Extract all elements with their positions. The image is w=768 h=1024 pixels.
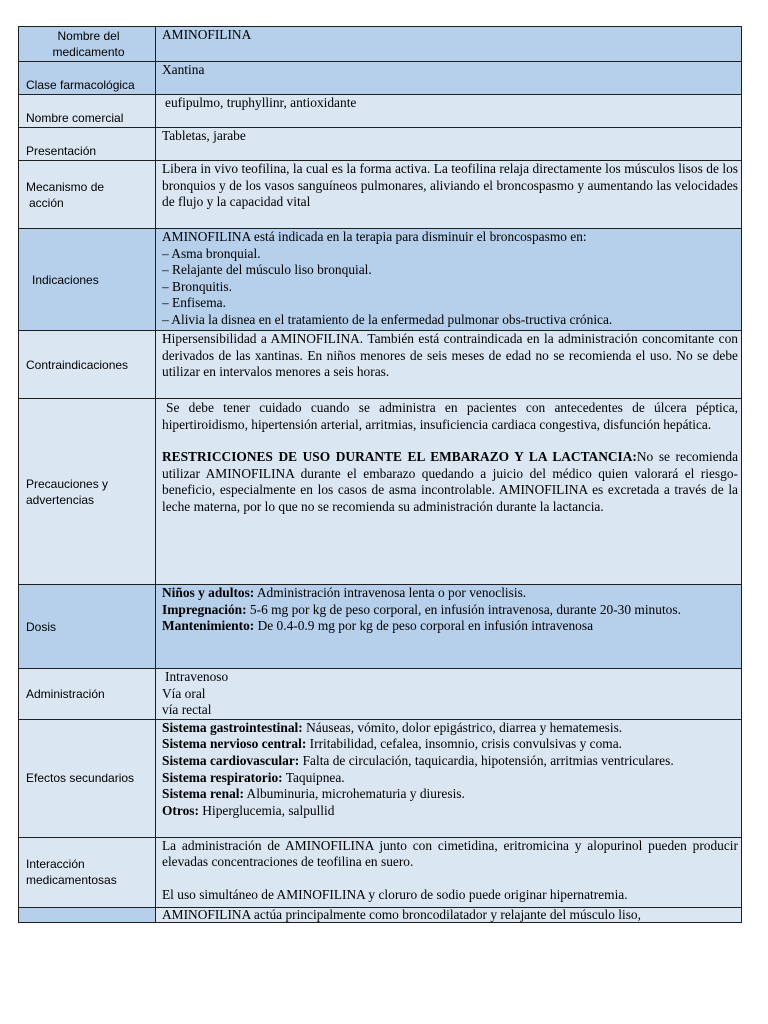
label-dosis-text: Dosis xyxy=(26,619,57,634)
value-interaccion xyxy=(156,837,742,907)
value-dosis xyxy=(156,585,742,669)
value-mecanismo-text: Libera in vivo teofilina, la cual es la forma activa. La teofilina relaja directamente los músculos lisos de los bronquios y de los vasos sanguíneos pulmonares, aliviando el broncospasmo y aumentando las velocidades de flujo y la capacidad vital xyxy=(162,161,738,210)
precauciones-heading: RESTRICCIONES DE USO DURANTE EL EMBARAZO Y LA LACTANCIA: xyxy=(162,449,637,465)
efectos-term: Otros: xyxy=(162,802,199,818)
label-dosis xyxy=(19,585,156,669)
efectos-text: Albuminuria, microhematuria y diuresis. xyxy=(243,786,465,802)
dosis-item xyxy=(162,602,738,619)
label-comercial xyxy=(19,95,156,128)
indicaciones-line: – Relajante del músculo liso bronquial. xyxy=(162,262,372,278)
value-efectos xyxy=(156,719,742,837)
efectos-item xyxy=(162,720,738,737)
precauciones-para2 xyxy=(162,449,738,515)
efectos-text: Falta de circulación, taquicardia, hipotensión, arritmias ventriculares. xyxy=(299,752,674,768)
dosis-item xyxy=(162,618,738,635)
administracion-line: vía rectal xyxy=(162,702,212,718)
indicaciones-line: – Enfisema. xyxy=(162,295,226,311)
label-mecanismo-line2: acción xyxy=(29,195,64,210)
row-clase xyxy=(19,62,742,95)
row-contraindicaciones xyxy=(19,331,742,399)
label-administracion-text: Administración xyxy=(26,686,105,701)
dosis-term: Mantenimiento: xyxy=(162,618,255,634)
drug-info-table xyxy=(18,26,742,923)
label-indicaciones xyxy=(19,229,156,331)
dosis-text: De 0.4-0.9 mg por kg de peso corporal en infusión intravenosa xyxy=(254,618,594,634)
row-comercial xyxy=(19,95,742,128)
value-presentacion xyxy=(156,128,742,161)
label-precauciones-line2: advertencias xyxy=(26,492,95,507)
efectos-term: Sistema nervioso central: xyxy=(162,736,307,752)
efectos-term: Sistema respiratorio: xyxy=(162,769,283,785)
label-nombre-text: Nombre del medicamento xyxy=(52,29,125,59)
row-nombre xyxy=(19,27,742,62)
efectos-item xyxy=(162,736,738,753)
efectos-item xyxy=(162,770,738,787)
label-precauciones xyxy=(19,399,156,585)
label-efectos-text: Efectos secundarios xyxy=(26,771,135,786)
label-presentacion-text: Presentación xyxy=(26,144,97,158)
dosis-term: Impregnación: xyxy=(162,601,247,617)
efectos-term: Sistema gastrointestinal: xyxy=(162,719,303,735)
row-interaccion xyxy=(19,837,742,907)
precauciones-para2-text: No se recomienda utilizar AMINOFILINA durante el embarazo quedando a juicio del médico quien valorará el riesgo-beneficio, especialmente en los casos de asma incontrolable. AMINOFILINA es excretada a través de la leche materna, por lo que no se recomienda su administración durante la lactancia. xyxy=(162,449,739,514)
administracion-line: Intravenoso xyxy=(165,669,229,684)
dosis-term: Niños y adultos: xyxy=(162,585,255,600)
label-comercial-text: Nombre comercial xyxy=(26,111,124,125)
efectos-item xyxy=(162,753,738,770)
efectos-item xyxy=(162,786,738,803)
indicaciones-line: – Asma bronquial. xyxy=(162,245,261,261)
dosis-text: Administración intravenosa lenta o por venoclisis. xyxy=(254,585,527,600)
label-efectos xyxy=(19,719,156,837)
value-administracion xyxy=(156,669,742,720)
label-clase-text: Clase farmacológica xyxy=(26,78,135,92)
efectos-term: Sistema cardiovascular: xyxy=(162,752,300,768)
label-clase xyxy=(19,62,156,95)
value-comercial-text: eufipulmo, truphyllinr, antioxidante xyxy=(165,95,357,110)
value-contraindicaciones xyxy=(156,331,742,399)
label-indicaciones-text: Indicaciones xyxy=(32,272,99,287)
value-ultima-text: AMINOFILINA actúa principalmente como broncodilatador y relajante del músculo liso, xyxy=(162,907,641,922)
value-nombre xyxy=(156,27,742,62)
value-precauciones xyxy=(156,399,742,585)
row-administracion xyxy=(19,669,742,720)
dosis-item xyxy=(162,585,738,602)
value-ultima xyxy=(156,907,742,922)
value-comercial xyxy=(156,95,742,128)
label-mecanismo-line1: Mecanismo de xyxy=(26,179,105,194)
administracion-line: Vía oral xyxy=(162,685,206,701)
efectos-text: Náuseas, vómito, dolor epigástrico, diarrea y hematemesis. xyxy=(302,719,623,735)
label-administracion xyxy=(19,669,156,720)
label-contraindicaciones-text: Contraindicaciones xyxy=(26,357,129,372)
row-presentacion xyxy=(19,128,742,161)
value-clase xyxy=(156,62,742,95)
label-nombre xyxy=(19,27,156,62)
row-dosis xyxy=(19,585,742,669)
row-ultima xyxy=(19,907,742,922)
efectos-text: Hiperglucemia, salpullid xyxy=(198,802,335,818)
label-mecanismo xyxy=(19,161,156,229)
efectos-term: Sistema renal: xyxy=(162,786,244,802)
efectos-item xyxy=(162,803,738,820)
interaccion-para2: El uso simultáneo de AMINOFILINA y cloruro de sodio puede originar hipernatremia. xyxy=(162,886,628,902)
row-efectos xyxy=(19,719,742,837)
value-clase-text: Xantina xyxy=(162,62,205,77)
label-presentacion xyxy=(19,128,156,161)
value-presentacion-text: Tabletas, jarabe xyxy=(162,128,246,143)
label-interaccion-line2: medicamentosas xyxy=(26,873,117,888)
value-indicaciones xyxy=(156,229,742,331)
indicaciones-line: – Alivia la disnea en el tratamiento de la enfermedad pulmonar obs-tructiva crónica. xyxy=(162,311,613,327)
value-mecanismo xyxy=(156,161,742,229)
label-contraindicaciones xyxy=(19,331,156,399)
row-precauciones xyxy=(19,399,742,585)
efectos-text: Irritabilidad, cefalea, insomnio, crisis convulsivas y coma. xyxy=(306,736,623,752)
label-precauciones-line1: Precauciones y xyxy=(26,476,109,491)
efectos-text: Taquipnea. xyxy=(282,769,345,785)
value-contraindicaciones-text: Hipersensibilidad a AMINOFILINA. También está contraindicada en la administración concomitante con derivados de las xantinas. En niños menores de seis meses de edad no se recomienda el uso. No se debe utilizar en intervalos menores a seis horas. xyxy=(162,331,738,380)
label-interaccion xyxy=(19,837,156,907)
interaccion-para1: La administración de AMINOFILINA junto con cimetidina, eritromicina y alopurinol pueden producir elevadas concentraciones de teofilina en suero. xyxy=(162,837,738,870)
value-nombre-text: AMINOFILINA xyxy=(162,27,252,42)
label-ultima xyxy=(19,907,156,922)
dosis-text: 5-6 mg por kg de peso corporal, en infusión intravenosa, durante 20-30 minutos. xyxy=(246,601,681,617)
label-interaccion-line1: Interacción xyxy=(26,857,85,872)
row-mecanismo xyxy=(19,161,742,229)
indicaciones-line: – Bronquitis. xyxy=(162,278,232,294)
indicaciones-line: AMINOFILINA está indicada en la terapia para disminuir el broncospasmo en: xyxy=(162,229,587,244)
row-indicaciones xyxy=(19,229,742,331)
precauciones-para1: Se debe tener cuidado cuando se administra en pacientes con antecedentes de úlcera péptica, hipertiroidismo, hipertensión arterial, arritmias, insuficiencia cardiaca congestiva, disfunción hepática. xyxy=(162,400,738,432)
